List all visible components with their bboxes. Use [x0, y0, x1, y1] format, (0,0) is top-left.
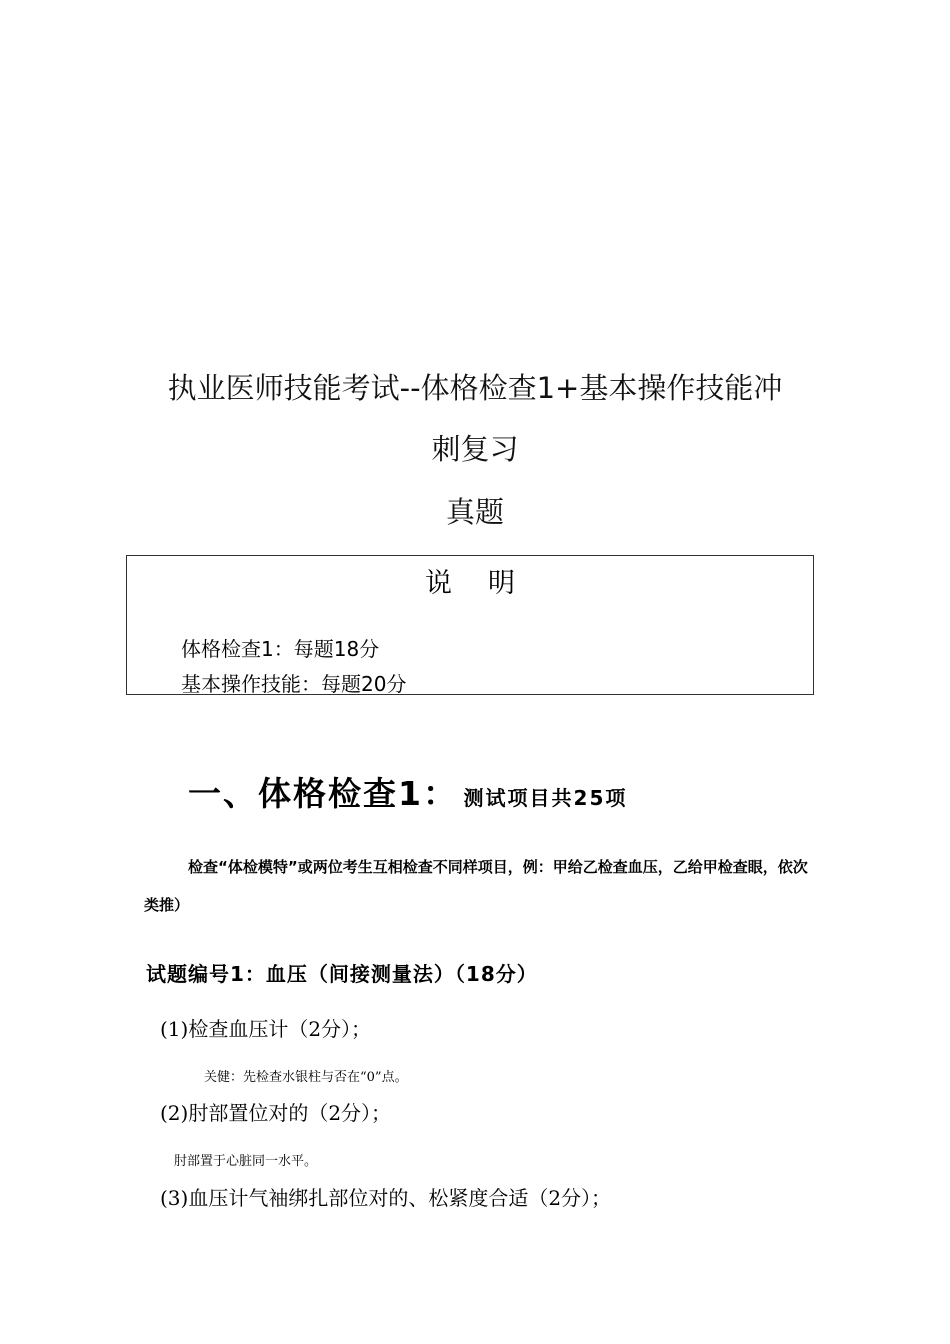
- document-title-line-2: 刺复习: [431, 432, 519, 466]
- section-heading: [188, 768, 627, 815]
- section-intro-paragraph: 检查“体检模特”或两位考生互相检查不同样项目，例：甲给乙检查血压，乙给甲检查眼，依次类推）: [144, 858, 808, 914]
- section-title: 一、体格检查1：: [188, 774, 458, 813]
- instructions-heading: 说明: [425, 568, 551, 599]
- document-subtitle: 真题: [445, 495, 504, 529]
- question-step-3: (3)血压计气袖绑扎部位对的、松紧度合适（2分）；: [160, 1186, 612, 1210]
- instructions-line-basic-skills: 基本操作技能：每题20分: [181, 672, 407, 696]
- question-title: 试题编号1：血压（间接测量法）（18分）: [146, 962, 538, 986]
- instructions-box: [126, 555, 814, 695]
- document-title-line-1: 执业医师技能考试--体格检查1+基本操作技能冲: [167, 371, 783, 405]
- question-step-1-key-point: 关健：先检查水银柱与否在“0”点。: [204, 1070, 408, 1085]
- instructions-line-physical-exam: 体格检查1：每题18分: [181, 637, 380, 661]
- section-item-count: 测试项目共25项: [463, 786, 628, 810]
- question-step-1: (1)检查血压计（2分）；: [160, 1017, 372, 1041]
- question-step-2: (2)肘部置位对的（2分）；: [160, 1101, 392, 1125]
- question-step-2-key-point: 肘部置于心脏同一水平。: [174, 1154, 318, 1169]
